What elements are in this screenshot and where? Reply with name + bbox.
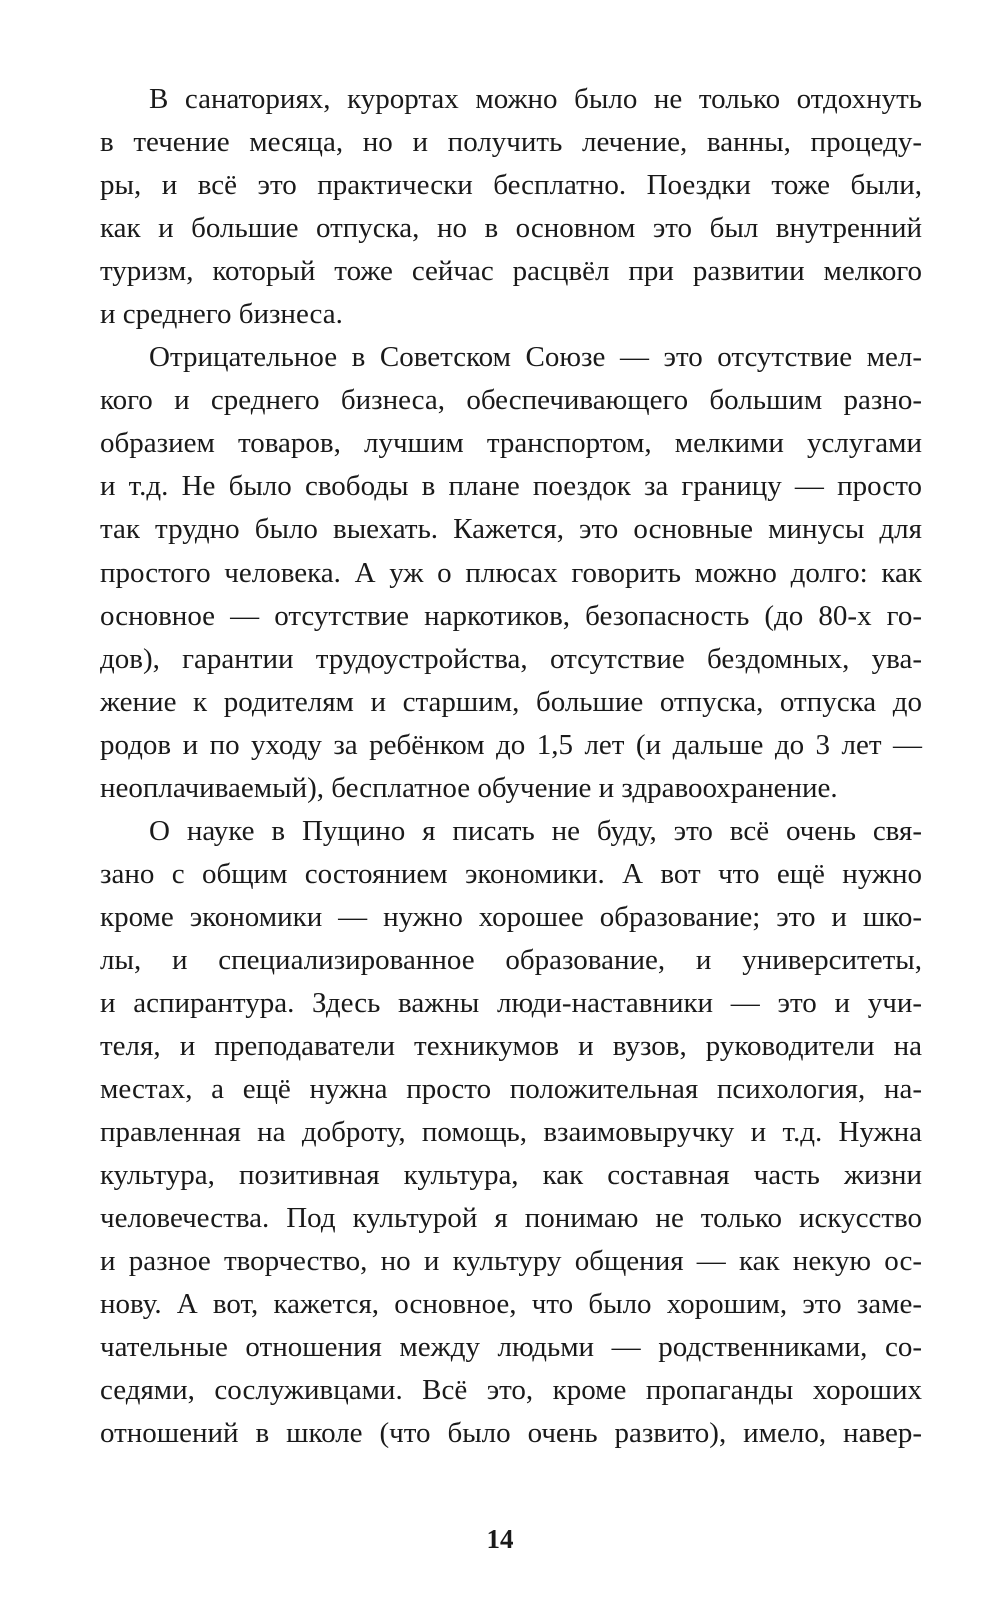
text-line: неоплачиваемый), бесплатное обучение и здравоохранение. [100,771,838,804]
text-line: ры, и всё это практически бесплатно. Поездки тоже были, [100,169,922,202]
text-line: лы, и специализированное образование, и университеты, [100,943,922,976]
text-line: седями, сослуживцами. Всё это, кроме пропаганды хороших [100,1374,922,1407]
text-line: как и большие отпуска, но в основном это был внутренний [100,212,922,245]
text-line: кого и среднего бизнеса, обеспечивающего большим разно- [100,384,922,417]
text-line: жение к родителям и старшим, большие отпуска, отпуска до [100,685,922,718]
text-line: теля, и преподаватели техникумов и вузов, руководители на [100,1030,922,1063]
text-line: так трудно было выехать. Кажется, это основные минусы для [100,513,922,546]
text-line: туризм, который тоже сейчас расцвёл при развитии мелкого [100,255,922,288]
text-line: О науке в Пущино я писать не буду, это всё очень свя- [149,814,922,847]
text-line: зано с общим состоянием экономики. А вот что ещё нужно [100,857,922,890]
text-line: дов), гарантии трудоустройства, отсутствие бездомных, ува- [100,642,922,675]
text-line: родов и по уходу за ребёнком до 1,5 лет (и дальше до 3 лет — [100,728,922,761]
text-line: и аспирантура. Здесь важны люди-наставники — это и учи- [100,986,922,1019]
text-line: и разное творчество, но и культуру общения — как некую ос- [100,1245,922,1278]
page-number: 14 [486,1524,514,1554]
text-line: и среднего бизнеса. [100,298,343,331]
text-line: Отрицательное в Советском Союзе — это отсутствие мел- [149,341,922,374]
text-line: кроме экономики — нужно хорошее образование; это и шко- [100,900,922,933]
text-line: простого человека. А уж о плюсах говорить можно долго: как [100,556,922,589]
text-line: основное — отсутствие наркотиков, безопасность (до 80-х го- [100,599,922,632]
body-text [100,78,922,1456]
text-line: культура, позитивная культура, как составная часть жизни [100,1159,922,1192]
text-line: нову. А вот, кажется, основное, что было хорошим, это заме- [100,1288,922,1321]
text-line: правленная на доброту, помощь, взаимовыручку и т.д. Нужна [100,1116,922,1149]
text-line: чательные отношения между людьми — родственниками, со- [100,1331,922,1364]
text-line: В санаториях, курортах можно было не только отдохнуть [149,83,922,115]
text-line: местах, а ещё нужна просто положительная психология, на- [100,1073,922,1106]
text-line: образием товаров, лучшим транспортом, мелкими услугами [100,427,922,460]
text-line: в течение месяца, но и получить лечение, ванны, процеду- [100,126,922,159]
text-line: человечества. Под культурой я понимаю не только искусство [100,1202,922,1235]
text-line: и т.д. Не было свободы в плане поездок за границу — просто [100,470,922,503]
text-line: отношений в школе (что было очень развито), имело, навер- [100,1417,922,1450]
